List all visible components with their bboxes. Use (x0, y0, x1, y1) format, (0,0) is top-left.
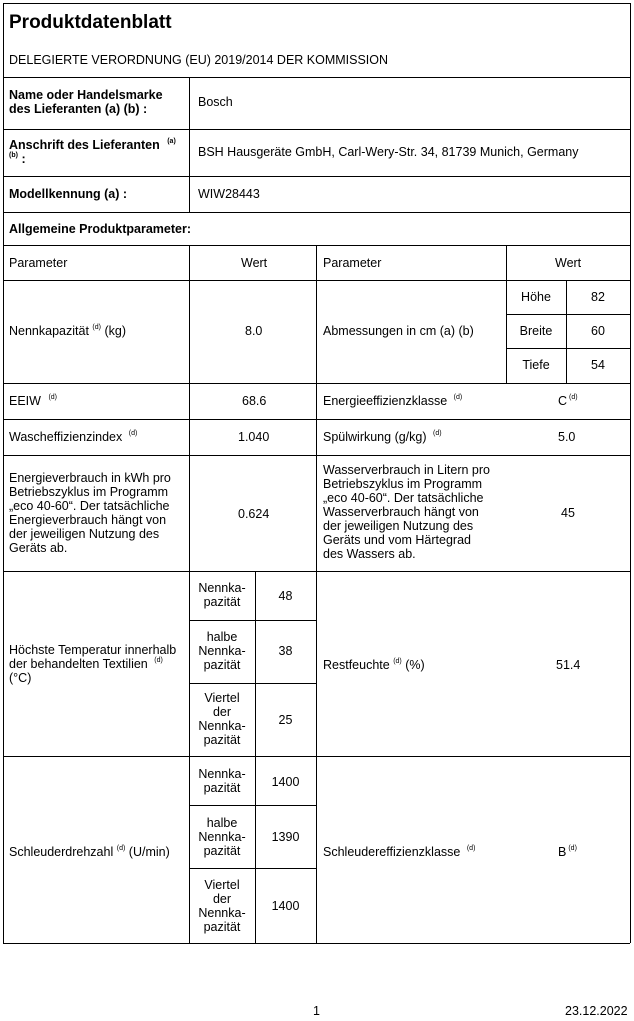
spin-row-label-line: Nennka- (198, 767, 246, 781)
temp-row-label-line: Nennka- (198, 581, 246, 595)
general-parameters-heading: Allgemeine Produktparameter: (9, 222, 191, 236)
energy-class-label (323, 394, 462, 408)
spin-row-label-line: Viertel (204, 878, 240, 892)
header-value-2: Wert (555, 256, 582, 270)
temp-row-label-line: Nennka- (198, 644, 246, 658)
model-value: WIW28443 (198, 187, 260, 201)
water-consumption-label (323, 463, 490, 561)
spin-class-letter: B (558, 845, 567, 859)
wash-index-value: 1.040 (238, 430, 270, 444)
temp-row-label-quarter (189, 691, 255, 747)
height-value: 82 (591, 290, 605, 304)
spin-class-label (323, 845, 475, 859)
spin-class-value (558, 845, 577, 859)
temp-row-label-full (189, 581, 255, 609)
supplier-address-value: BSH Hausgeräte GmbH, Carl-Wery-Str. 34, 81739 Munich, Germany (198, 145, 579, 159)
spin-row-label-line: Nennka- (198, 830, 246, 844)
max-temp-line: Höchste Temperatur innerhalb (9, 643, 177, 657)
max-temp-line-text: der behandelten Textilien (9, 657, 148, 671)
depth-value: 54 (591, 358, 605, 372)
residual-moisture-label-text: Restfeuchte (323, 658, 390, 672)
temp-row-label-line: Nennka- (198, 719, 246, 733)
max-temp-line: (°C) (9, 671, 32, 685)
spin-row-label-line: der (212, 892, 232, 906)
water-consumption-line: des Wassers ab. (323, 547, 416, 561)
address-colon: : (21, 152, 26, 166)
regulation-text: DELEGIERTE VERORDNUNG (EU) 2019/2014 DER KOMMISSION (9, 53, 389, 67)
capacity-label-text: Nennkapazität (9, 324, 89, 338)
temp-row-label-line: Viertel (204, 691, 240, 705)
temp-row-label-half (189, 630, 255, 672)
spin-row-label-half (189, 816, 255, 858)
water-consumption-value: 45 (561, 506, 575, 520)
capacity-label (9, 324, 126, 338)
residual-moisture-unit: (%) (405, 658, 425, 672)
supplier-name-label: Name oder Handelsmarke des Lieferanten (a) (b) : (9, 88, 163, 116)
header-parameter-2: Parameter (323, 256, 382, 270)
page-title: Produktdatenblatt (9, 12, 172, 33)
footnote-d: (d) (48, 393, 57, 401)
footnote-d: (d) (568, 844, 577, 852)
spin-row-value-full: 1400 (271, 775, 300, 789)
temp-row-value-full: 48 (278, 589, 293, 603)
energy-consumption-line: Energieverbrauch hängt von (9, 513, 167, 527)
temp-row-value-half: 38 (278, 644, 293, 658)
water-consumption-line: Wasserverbrauch in Litern pro (323, 463, 490, 477)
footnote-d: (d) (466, 844, 476, 852)
energy-consumption-value: 0.624 (238, 507, 270, 521)
supplier-name-value: Bosch (198, 95, 233, 109)
energy-consumption-line: Energieverbrauch in kWh pro (9, 471, 171, 485)
depth-label: Tiefe (522, 358, 550, 372)
energy-consumption-line: Geräts ab. (9, 541, 68, 555)
energy-class-label-text: Energieeffizienzklasse (323, 394, 448, 408)
spin-speed-unit: (U/min) (128, 845, 170, 859)
model-label: Modellkennung (a) : (9, 187, 128, 201)
rinse-label (323, 430, 442, 444)
energy-class-value (558, 394, 578, 408)
dimensions-label: Abmessungen in cm (a) (b) (323, 324, 474, 338)
energy-consumption-line: Betriebszyklus im Programm (9, 485, 169, 499)
footnote-d: (d) (154, 656, 163, 664)
max-temp-label (9, 643, 176, 685)
address-sup-b: (b) (9, 151, 18, 159)
address-sup-a: (a) (167, 137, 176, 145)
energy-class-letter: C (558, 394, 568, 408)
spin-row-label-line: pazität (203, 781, 241, 795)
energy-consumption-line: der jeweiligen Nutzung des (9, 527, 160, 541)
height-label: Höhe (521, 290, 551, 304)
spin-row-value-half: 1390 (271, 830, 300, 844)
temp-row-label-line: pazität (203, 733, 241, 747)
water-consumption-line: „eco 40-60“. Der tatsächliche (323, 491, 484, 505)
footnote-d: (d) (453, 393, 463, 401)
wash-index-label (9, 430, 137, 444)
eei-label (9, 394, 57, 408)
supplier-address-label-line2 (9, 152, 26, 166)
water-consumption-line: der jeweiligen Nutzung des (323, 519, 474, 533)
spin-class-label-text: Schleudereffizienzklasse (323, 845, 461, 859)
footer-date: 23.12.2022 (565, 1004, 628, 1018)
temp-row-label-line: pazität (203, 658, 241, 672)
footnote-d: (d) (393, 657, 402, 665)
spin-row-label-line: pazität (203, 844, 241, 858)
width-value: 60 (591, 324, 605, 338)
energy-consumption-line: „eco 40-60“. Der tatsächliche (9, 499, 170, 513)
temp-row-label-line: halbe (206, 630, 238, 644)
supplier-address-label (9, 138, 187, 152)
footnote-d: (d) (92, 323, 101, 331)
capacity-value: 8.0 (245, 324, 263, 338)
spin-row-label-line: Nennka- (198, 906, 246, 920)
spin-row-label-quarter (189, 878, 255, 934)
width-label: Breite (519, 324, 553, 338)
wash-index-label-text: Wascheffizienzindex (9, 430, 123, 444)
spin-row-label-line: pazität (203, 920, 241, 934)
rinse-label-text: Spülwirkung (g/kg) (323, 430, 427, 444)
address-label-text: Anschrift des Lieferanten (9, 138, 160, 152)
residual-moisture-label (323, 658, 425, 672)
temp-row-label-line: der (212, 705, 232, 719)
footnote-d: (d) (569, 393, 578, 401)
temp-row-value-quarter: 25 (278, 713, 293, 727)
rinse-value: 5.0 (558, 430, 576, 444)
water-consumption-line: Geräts und vom Härtegrad (323, 533, 471, 547)
footnote-d: (d) (128, 429, 138, 437)
max-temp-line-2 (9, 657, 176, 671)
water-consumption-line: Wasserverbrauch hängt von (323, 505, 479, 519)
temp-row-label-line: pazität (203, 595, 241, 609)
eei-label-text: EEIW (9, 394, 41, 408)
header-value: Wert (241, 256, 268, 270)
spin-speed-label-text: Schleuderdrehzahl (9, 845, 114, 859)
eei-value: 68.6 (242, 394, 267, 408)
spin-row-label-full (189, 767, 255, 795)
spin-row-value-quarter: 1400 (271, 899, 300, 913)
header-parameter: Parameter (9, 256, 68, 270)
residual-moisture-value: 51.4 (556, 658, 581, 672)
water-consumption-line: Betriebszyklus im Programm (323, 477, 483, 491)
footnote-d: (d) (433, 429, 442, 437)
capacity-unit: (kg) (104, 324, 126, 338)
footnote-d: (d) (116, 844, 126, 852)
page-number: 1 (313, 1004, 320, 1018)
spin-row-label-line: halbe (206, 816, 238, 830)
spin-speed-label (9, 845, 170, 859)
energy-consumption-label (9, 471, 171, 555)
